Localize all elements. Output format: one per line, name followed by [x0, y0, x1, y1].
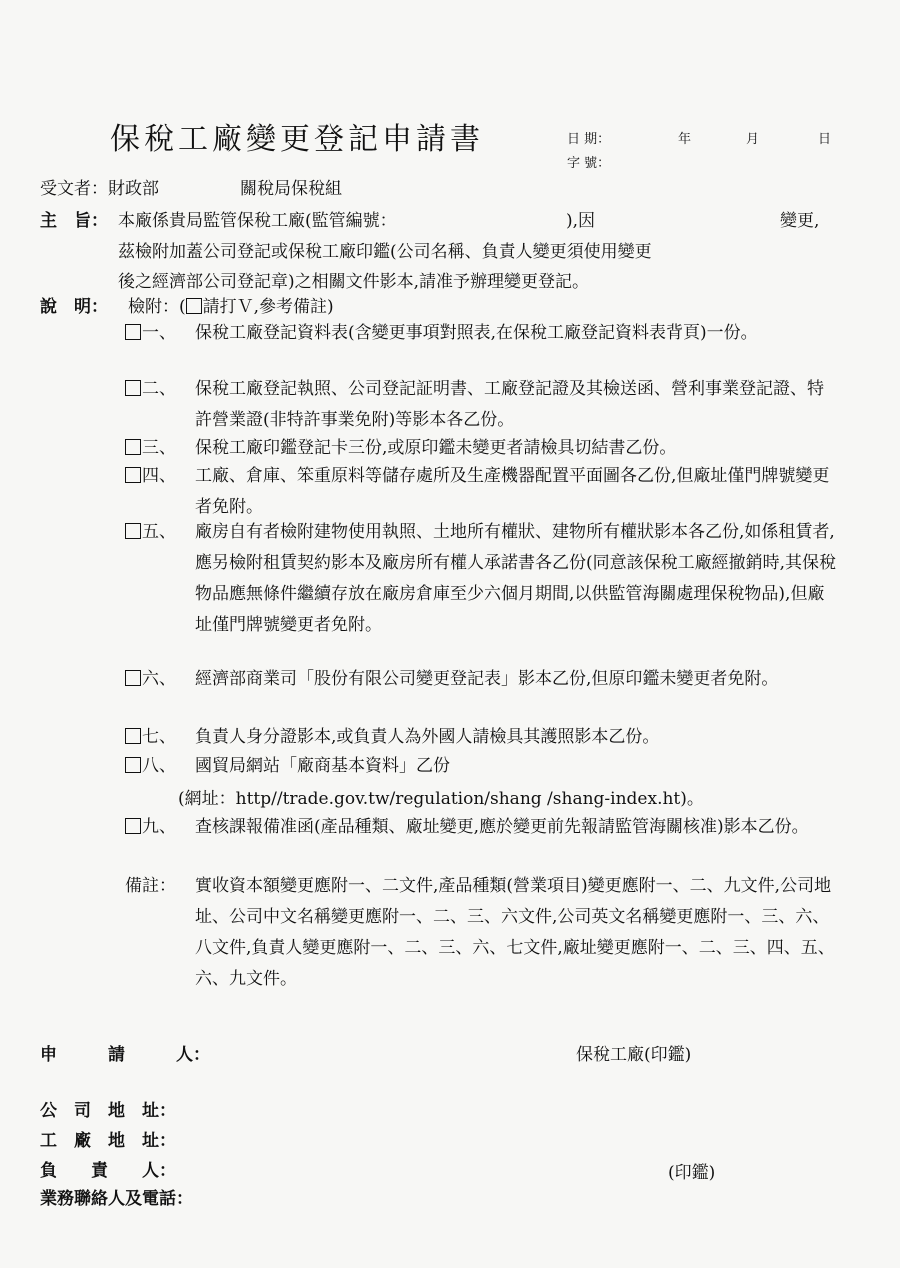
- trade-url-line: (網址：http//trade.gov.tw/regulation/shang /shang-index.ht)。: [178, 789, 704, 809]
- company-address-label: 公 司 地 址：: [40, 1101, 176, 1121]
- checkbox-icon: [186, 298, 202, 314]
- item-7-checkbox[interactable]: [125, 728, 141, 744]
- responsible-seal: (印鑑): [668, 1163, 716, 1183]
- item-9-checkbox[interactable]: [125, 818, 141, 834]
- item-1-number: 一、: [142, 323, 176, 343]
- item-4-number: 四、: [142, 466, 176, 486]
- attachment-item-3: [125, 433, 845, 464]
- item-7-text: 負責人身分證影本,或負責人為外國人請檢具其護照影本乙份。: [195, 727, 660, 747]
- recipient-label: 受文者：: [40, 179, 108, 199]
- subject-line1-a: 本廠係貴局監管保稅工廠(監管編號：: [118, 211, 397, 231]
- attachment-item-6: [125, 664, 845, 695]
- item-3-checkbox[interactable]: [125, 439, 141, 455]
- attachment-item-9: [125, 812, 845, 843]
- note-label: 備註：: [125, 876, 176, 896]
- document-title: 保稅工廠變更登記申請書: [110, 122, 484, 157]
- attachment-item-8: [125, 751, 845, 782]
- item-1-text: 保稅工廠登記資料表(含變更事項對照表,在保稅工廠登記資料表背頁)一份。: [195, 323, 758, 343]
- year-label: 年: [678, 132, 692, 147]
- responsible-person-label: 負 責 人：: [40, 1161, 176, 1181]
- explanation-intro: [128, 292, 334, 317]
- item-2-number: 二、: [142, 379, 176, 399]
- item-3-text: 保稅工廠印鑑登記卡三份,或原印鑑未變更者請檢具切結書乙份。: [195, 438, 677, 458]
- applicant-label: 申 請 人：: [40, 1045, 210, 1065]
- item-8-checkbox[interactable]: [125, 757, 141, 773]
- subject-label: 主 旨：: [40, 211, 108, 231]
- item-2-text: 保稅工廠登記執照、公司登記証明書、工廠登記證及其檢送函、營利事業登記證、特許營業證(非特許事業免附)等影本各乙份。: [195, 379, 824, 430]
- item-5-text: 廠房自有者檢附建物使用執照、土地所有權狀、建物所有權狀影本各乙份,如係租賃者,應另檢附租賃契約影本及廠房所有權人承諾書各乙份(同意該保稅工廠經撤銷時,其保稅物品應無條件繼續存放在廠房倉庫至少六個月期間,以供監管海關處理保稅物品),但廠址僅門牌號變更者免附。: [195, 522, 837, 635]
- applicant-seal: 保稅工廠(印鑑): [576, 1045, 692, 1065]
- item-1-checkbox[interactable]: [125, 324, 141, 340]
- month-label: 月: [746, 132, 760, 147]
- date-label: 日 期：: [567, 132, 611, 147]
- factory-address-label: 工 廠 地 址：: [40, 1131, 176, 1151]
- item-5-number: 五、: [142, 522, 176, 542]
- item-8-text: 國貿局網站「廠商基本資料」乙份: [195, 756, 450, 776]
- attachment-item-1: [125, 318, 845, 349]
- day-label: 日: [818, 132, 832, 147]
- subject-line3: 後之經濟部公司登記章)之相關文件影本,請准予辦理變更登記。: [118, 272, 590, 292]
- item-3-number: 三、: [142, 438, 176, 458]
- item-6-text: 經濟部商業司「股份有限公司變更登記表」影本乙份,但原印鑑未變更者免附。: [195, 669, 779, 689]
- item-5-checkbox[interactable]: [125, 523, 141, 539]
- explanation-intro-a: 檢附：(: [128, 297, 186, 317]
- note-text: 實收資本額變更應附一、二文件,產品種類(營業項目)變更應附一、二、九文件,公司地址、公司中文名稱變更應附一、二、三、六文件,公司英文名稱變更應附一、三、六、八文件,負責人變更應附一、二、三、六、七文件,廠址變更應附一、二、三、四、五、六、九文件。: [195, 876, 835, 989]
- item-9-number: 九、: [142, 817, 176, 837]
- item-2-checkbox[interactable]: [125, 380, 141, 396]
- subject-line1-b: ),因: [566, 211, 596, 231]
- item-4-text: 工廠、倉庫、笨重原料等儲存處所及生產機器配置平面圖各乙份,但廠址僅門牌號變更者免附。: [195, 466, 830, 517]
- attachment-item-2: [125, 374, 845, 436]
- number-label: 字 號：: [567, 156, 611, 171]
- item-9-text: 查核課報備准函(產品種類、廠址變更,應於變更前先報請監管海關核准)影本乙份。: [195, 817, 809, 837]
- item-4-checkbox[interactable]: [125, 467, 141, 483]
- subject-line2: 茲檢附加蓋公司登記或保稅工廠印鑑(公司名稱、負責人變更須使用變更: [118, 242, 652, 262]
- subject-line1-c: 變更,: [780, 211, 820, 231]
- item-7-number: 七、: [142, 727, 176, 747]
- item-8-number: 八、: [142, 756, 176, 776]
- recipient-row: [40, 174, 159, 199]
- contact-label: 業務聯絡人及電話：: [40, 1189, 193, 1209]
- recipient-value-bureau: 關稅局保稅組: [240, 179, 342, 199]
- note-block: [125, 871, 845, 995]
- attachment-item-5: [125, 517, 845, 641]
- recipient-value-ministry: 財政部: [108, 179, 159, 199]
- item-6-checkbox[interactable]: [125, 670, 141, 686]
- item-6-number: 六、: [142, 669, 176, 689]
- attachment-item-7: [125, 722, 845, 753]
- explanation-intro-b: 請打Ｖ,參考備註): [202, 297, 334, 317]
- attachment-item-4: [125, 461, 845, 523]
- explanation-label: 說 明：: [40, 297, 108, 317]
